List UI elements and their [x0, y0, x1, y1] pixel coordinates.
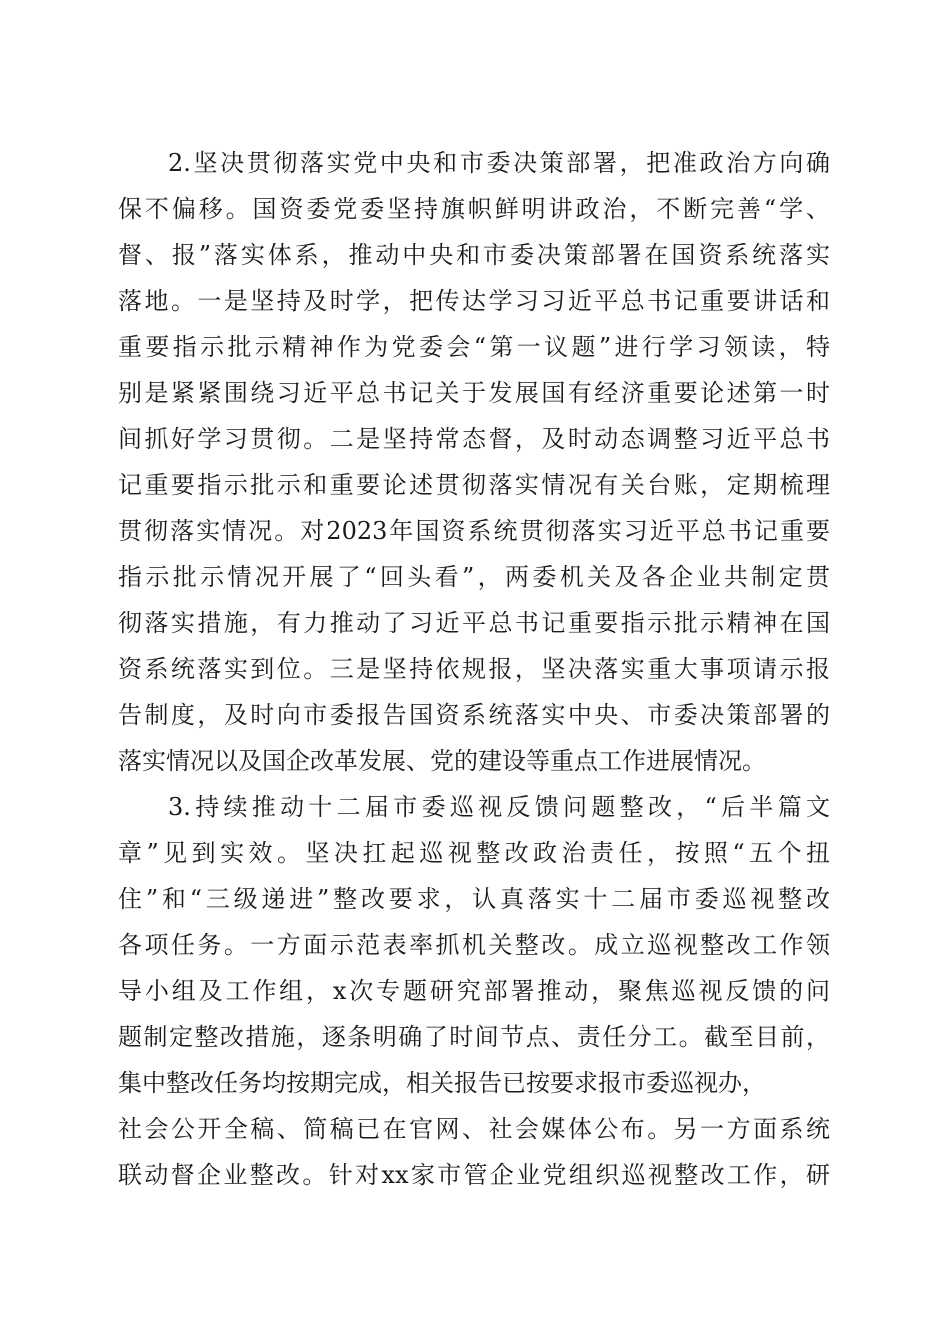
paragraph-1-line-10: 指示批示情况开展了“回头看”，两委机关及各企业共制定贯 — [118, 563, 830, 591]
paragraph-1-line-2: 保不偏移。国资委党委坚持旗帜鲜明讲政治，不断完善“学、 — [118, 195, 830, 223]
paragraph-2-line-1: 3.持续推动十二届市委巡视反馈问题整改，“后半篇文 — [168, 793, 830, 821]
paragraph-2-line-4: 各项任务。一方面示范表率抓机关整改。成立巡视整改工作领 — [118, 931, 830, 959]
paragraph-1-line-13: 告制度，及时向市委报告国资系统落实中央、市委决策部署的 — [118, 701, 830, 729]
paragraph-1-line-9: 贯彻落实情况。对2023年国资系统贯彻落实习近平总书记重要 — [118, 517, 830, 545]
paragraph-2-line-2: 章”见到实效。坚决扛起巡视整改政治责任，按照“五个扭 — [118, 839, 830, 867]
paragraph-1-line-14: 落实情况以及国企改革发展、党的建设等重点工作进展情况。 — [118, 747, 766, 775]
paragraph-1-line-7: 间抓好学习贯彻。二是坚持常态督，及时动态调整习近平总书 — [118, 425, 830, 453]
paragraph-1-line-3: 督、报”落实体系，推动中央和市委决策部署在国资系统落实 — [118, 241, 830, 269]
paragraph-2-line-5: 导小组及工作组，x次专题研究部署推动，聚焦巡视反馈的问 — [118, 977, 830, 1005]
paragraph-1-line-8: 记重要指示批示和重要论述贯彻落实情况有关台账，定期梳理 — [118, 471, 830, 499]
paragraph-1-line-1: 2.坚决贯彻落实党中央和市委决策部署，把准政治方向确 — [168, 149, 830, 177]
paragraph-2-line-3: 住”和“三级递进”整改要求，认真落实十二届市委巡视整改 — [118, 885, 830, 913]
paragraph-1-line-6: 别是紧紧围绕习近平总书记关于发展国有经济重要论述第一时 — [118, 379, 830, 407]
document-body — [118, 140, 830, 1198]
paragraph-1-line-11: 彻落实措施，有力推动了习近平总书记重要指示批示精神在国 — [118, 609, 830, 637]
paragraph-2-line-8: 社会公开全稿、简稿已在官网、社会媒体公布。另一方面系统 — [118, 1115, 830, 1143]
paragraph-1-line-4: 落地。一是坚持及时学，把传达学习习近平总书记重要讲话和 — [118, 287, 830, 315]
paragraph-1-line-12: 资系统落实到位。三是坚持依规报，坚决落实重大事项请示报 — [118, 655, 830, 683]
paragraph-1-line-5: 重要指示批示精神作为党委会“第一议题”进行学习领读，特 — [118, 333, 830, 361]
paragraph-2-line-9: 联动督企业整改。针对xx家市管企业党组织巡视整改工作，研 — [118, 1161, 830, 1189]
paragraph-2-line-6: 题制定整改措施，逐条明确了时间节点、责任分工。截至目前， — [118, 1023, 830, 1051]
paragraph-2-line-7: 集中整改任务均按期完成，相关报告已按要求报市委巡视办， — [118, 1069, 766, 1097]
